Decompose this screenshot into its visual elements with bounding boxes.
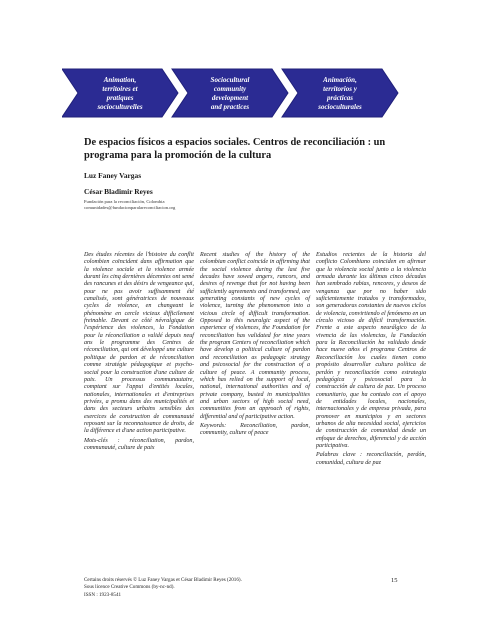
abstract-french: [84, 252, 194, 452]
abstract-spanish-keywords: Palabras clave : reconciliación, perdón, comunidad, cultura de paz: [316, 452, 426, 466]
abstract-spanish-text: Estudios recientes de la historia del conflicto Colombiano coinciden en afirmar que la violencia social junto a la violencia armada durante las últimas cinco décadas han sembrado rabias, rencores, y deseos de venganza que por no haber sido suficientemente tratados y transformados, son generadoras constantes de nuevos ciclos de violencia, convirtiendo el fenómeno en un círculo vicioso de difícil transformación. Frente a este aspecto neurálgico de la vivencia de las violencias, la Fundación para la Reconciliación ha validado desde hace nueve años el programa Centros de Reconciliación los cuales tienen como propósito desarrollar cultura política de perdón y reconciliación como estrategia pedagógica y psicosocial para la construcción de cultura de paz. Un proceso comunitario, que ha contado con el apoyo de entidades locales, nacionales, internacionales y de empresa privada, para promover en municipios y en sectores urbanos de alta necesidad social, ejercicios de construcción de comunidad desde un enfoque de derechos, diferencial y de acción participativa.: [316, 252, 426, 449]
article-title: De espacios físicos a espacios sociales. Centros de reconciliación : un programa para la promoción de la cultura: [84, 137, 386, 161]
abstract-english-keywords: Keywords: Reconciliation, pardon, community, culture of peace: [200, 422, 310, 437]
author-name-2: César Bladimir Reyes: [84, 187, 153, 196]
banner-label-en: Sociocultural community development and practices: [210, 76, 250, 111]
copyright-footer: Certains droits réservés © Luz Faney Vargas et César Bladimir Reyes (2016). Sous licence Creative Commons (by-nc-nd). ISSN : 1923-8541: [84, 577, 242, 598]
abstract-english: [200, 252, 310, 438]
page-number: 15: [391, 577, 398, 584]
abstract-english-text: Recent studies of the history of the colombian conflict coincide in affirming that the social violence during the last five decades have sowed angers, rancors, and desires of revenge that for not having been sufficiently agreements and transformed, are generating constants of new cycles of violence, turning the phenomenon into a vicious circle of difficult transformation. Opposed to this neuralgic aspect of the experience of violences, the Foundation for reconciliation has validated for nine years the program Centers of reconciliation which have develop a political culture of pardon and reconciliation as pedagogic strategy and psicosocial for the construction of a culture of peace. A community process, which has relied on the support of local, national, international authorities and of private company, busted in municipalities and urban sectors of high social need, communities from an approach of rights, differential and of participative action.: [200, 252, 310, 420]
abstract-spanish: [316, 252, 426, 467]
author-name-1: Luz Faney Vargas: [84, 171, 142, 180]
section-banner: [62, 64, 420, 122]
abstract-french-text: Des études récentes de l'histoire du conflit colombien coïncident dans affirmation que la violence sociale et la violence armée durant les cinq dernières décennies ont semé des rancunes et des désirs de vengeance qui, pour ne pas avoir suffisamment été canalisés, sont génératrices de nouveaux cycles de violence, en changeant le phénomène en cercle vicieux difficilement freinable. Devant ce côté névralgique de l'expérience des violences, la Fondation pour la réconciliation a validé depuis neuf ans le programme des Centres de réconciliation, qui ont développé une culture politique de pardon et de réconciliation comme stratégie pédagogique et psycho-social pour la construction d'une culture de paix. Un processus communautaire, comptant sur l'appui d'entités locales, nationales, internationales et d'entreprises privées, a promu dans des municipalités et dans des secteurs urbains sensibles des exercices de construction de communauté reposant sur la reconnaissance de droits, de la différence et d'une action participative.: [84, 252, 194, 435]
banner-label-fr: Animation, territoires et pratiques socioculturelles: [97, 76, 143, 111]
author-affiliation: Fundación para la reconciliación, Colombia comunidades@fundacionparalareconciliacion.org: [84, 199, 176, 211]
banner-label-es: Animación, territorios y prácticas socioculturales: [318, 76, 362, 111]
abstract-french-keywords: Mots-clés : réconciliation, pardon, communauté, culture de paix: [84, 437, 194, 451]
